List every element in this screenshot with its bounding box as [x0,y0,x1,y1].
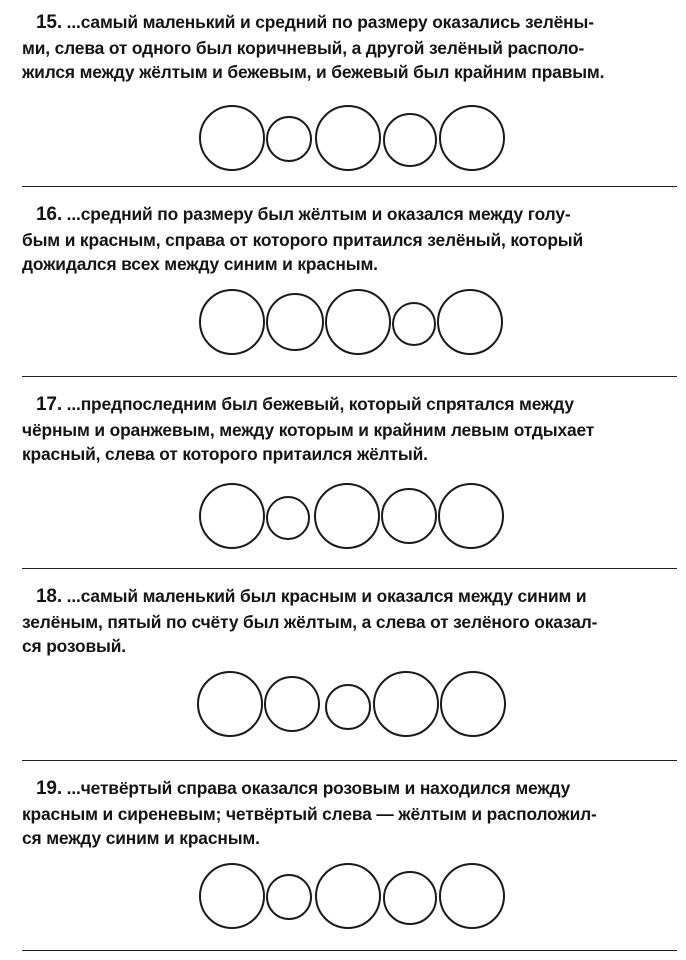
answer-circle[interactable] [199,289,265,355]
task-16 [22,202,674,277]
answer-circle[interactable] [381,488,437,544]
task-text-line: ми, слева от одного был коричневый, а другой зелёный располо- [22,37,585,58]
task-text-line: жился между жёлтым и бежевым, и бежевый был крайним правым. [22,62,605,83]
task-text-line: ...предпоследним был бежевый, который спрятался между [66,394,574,414]
divider [22,568,677,569]
answer-circle[interactable] [315,863,381,929]
circle-row [0,852,686,932]
task-text [22,776,674,851]
task-text-line: ся розовый. [22,636,126,657]
answer-circle[interactable] [373,671,439,737]
task-text [22,584,674,659]
answer-circle[interactable] [197,671,263,737]
circle-row [0,472,686,552]
task-text-line: зелёным, пятый по счёту был жёлтым, а слева от зелёного оказал- [22,611,598,632]
circle-row [0,94,686,174]
answer-circle[interactable] [437,289,503,355]
task-number: 17. [36,394,62,415]
answer-circle[interactable] [439,863,505,929]
task-text-line: дожидался всех между синим и красным. [22,254,378,275]
task-text-line: бым и красным, справа от которого притаился зелёный, который [22,229,584,250]
task-text-line: ...самый маленький был красным и оказался между синим и [66,586,587,606]
task-text [22,10,674,85]
answer-circle[interactable] [199,483,265,549]
divider [22,950,677,951]
circle-row [0,660,686,740]
task-text [22,202,674,277]
task-15 [22,10,674,85]
answer-circle[interactable] [199,863,265,929]
answer-circle[interactable] [266,116,312,162]
task-number: 19. [36,778,62,799]
answer-circle[interactable] [314,483,380,549]
answer-circle[interactable] [325,684,371,730]
task-text [22,392,674,467]
divider [22,186,677,187]
answer-circle[interactable] [383,113,437,167]
answer-circle[interactable] [264,676,320,732]
answer-circle[interactable] [266,293,324,351]
task-18 [22,584,674,659]
answer-circle[interactable] [199,105,265,171]
task-text-line: красный, слева от которого притаился жёлтый. [22,444,428,465]
task-number: 15. [36,12,62,33]
task-text-line: ...четвёртый справа оказался розовым и находился между [66,778,571,798]
task-text-line: ся между синим и красным. [22,828,260,849]
task-text-line: красным и сиреневым; четвёртый слева — жёлтым и расположил- [22,803,597,824]
answer-circle[interactable] [440,671,506,737]
answer-circle[interactable] [266,874,312,920]
answer-circle[interactable] [439,105,505,171]
task-text-line: чёрным и оранжевым, между которым и крайним левым отдыхает [22,419,595,440]
divider [22,760,677,761]
answer-circle[interactable] [325,289,391,355]
task-19 [22,776,674,851]
answer-circle[interactable] [438,483,504,549]
task-text-line: ...средний по размеру был жёлтым и оказался между голу- [66,204,571,224]
answer-circle[interactable] [392,302,436,346]
answer-circle[interactable] [315,105,381,171]
divider [22,376,677,377]
answer-circle[interactable] [266,496,310,540]
task-text-line: ...самый маленький и средний по размеру оказались зелёны- [66,12,594,32]
circle-row [0,278,686,358]
task-number: 18. [36,586,62,607]
task-number: 16. [36,204,62,225]
answer-circle[interactable] [383,871,437,925]
task-17 [22,392,674,467]
